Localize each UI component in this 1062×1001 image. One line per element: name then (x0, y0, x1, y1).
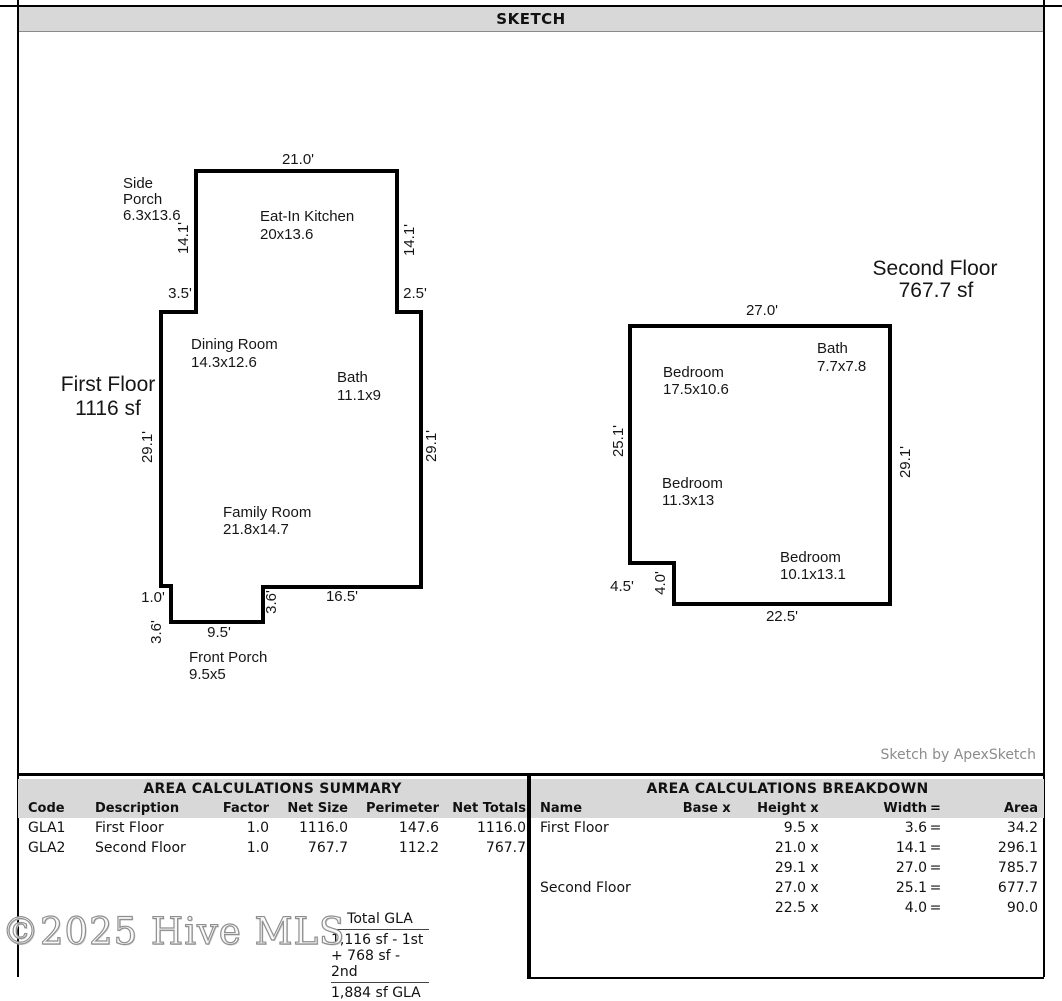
room-size-bath-1f: 11.1x9 (337, 387, 381, 404)
cell-net-totals: 1116.0 (477, 820, 526, 836)
dim-ff-top: 21.0' (281, 151, 315, 168)
room-label-front-porch: Front Porch (189, 649, 268, 666)
room-size-bedroom2: 11.3x13 (662, 492, 715, 509)
cell-height: 27.0 (774, 880, 806, 896)
room-label-kitchen: Eat-In Kitchen (260, 208, 355, 225)
cell-height: 21.0 (774, 840, 806, 856)
cell-x: x (810, 840, 819, 856)
cell-width: 27.0 (895, 860, 927, 876)
room-size-front-porch: 9.5x5 (189, 666, 226, 683)
col-eq: = (930, 801, 941, 816)
cell-area: 785.7 (997, 860, 1038, 876)
cell-name: Second Floor (540, 880, 631, 896)
dim-sf-bottom: 22.5' (765, 608, 799, 625)
cell-height: 9.5 (783, 820, 806, 836)
room-label-bedroom3: Bedroom (780, 549, 841, 566)
room-size-side-porch: 6.3x13.6 (123, 207, 181, 224)
dim-ff-bottom-right: 16.5' (325, 588, 359, 605)
room-label-side-porch: Side (123, 175, 154, 192)
dim-ff-step-right: 2.5' (403, 285, 427, 302)
cell-net-totals: 767.7 (485, 840, 526, 856)
col-height: Height (757, 801, 806, 816)
total-gla-total: 1,884 sf GLA (331, 985, 421, 1001)
col-base: Base (682, 801, 718, 816)
cell-x: x (810, 820, 819, 836)
cell-name (540, 858, 678, 878)
room-label-dining: Dining Room (191, 336, 278, 353)
col-x1: x (722, 801, 731, 816)
summary-title: AREA CALCULATIONS SUMMARY (18, 779, 527, 799)
dim-ff-side-left: 29.1' (139, 430, 156, 464)
dim-ff-kitchen-right: 14.1' (401, 223, 418, 257)
room-label-bath-2f: Bath (817, 340, 848, 357)
cell-code: GLA2 (28, 840, 66, 856)
cell-perimeter: 112.2 (398, 840, 439, 856)
cell-area: 90.0 (1006, 900, 1038, 916)
page-title: SKETCH (496, 10, 566, 28)
dim-sf-notch-h: 4.0' (652, 571, 669, 595)
room-size-bedroom3: 10.1x13.1 (780, 566, 846, 583)
dim-ff-porch-left: 3.6' (148, 620, 165, 644)
sketch-credit: Sketch by ApexSketch (880, 747, 1036, 763)
col-factor: Factor (222, 801, 269, 816)
cell-description: Second Floor (95, 840, 186, 856)
cell-width: 14.1 (895, 840, 927, 856)
cell-name: First Floor (540, 820, 609, 836)
mls-watermark: ©2025 Hive MLS (2, 910, 346, 953)
first-floor-title: First Floor (60, 373, 156, 396)
cell-eq: = (929, 840, 942, 856)
room-label-family: Family Room (223, 504, 312, 521)
cell-eq: = (929, 900, 942, 916)
second-floor-area: 767.7 sf (898, 279, 974, 302)
cell-eq: = (929, 820, 942, 836)
room-size-family: 21.8x14.7 (223, 521, 289, 538)
cell-factor: 1.0 (246, 820, 269, 836)
cell-net-size: 1116.0 (299, 820, 348, 836)
table-row (531, 858, 1044, 878)
cell-x: x (810, 900, 819, 916)
cell-area: 296.1 (997, 840, 1038, 856)
first-floor-area: 1116 sf (75, 397, 141, 420)
cell-height: 22.5 (774, 900, 806, 916)
total-gla-second: + 768 sf - 2nd (331, 948, 429, 983)
cell-name (540, 838, 678, 858)
col-width: Width (883, 801, 927, 816)
dim-ff-porch-bottom: 9.5' (207, 624, 231, 641)
cell-width: 3.6 (904, 820, 927, 836)
table-row (531, 838, 1044, 858)
col-area: Area (1003, 801, 1038, 816)
room-size-kitchen: 20x13.6 (260, 226, 314, 243)
cell-description: First Floor (95, 820, 164, 836)
col-x2: x (810, 801, 819, 816)
room-label-bedroom2: Bedroom (662, 475, 723, 492)
total-gla-block (331, 911, 429, 1001)
cell-area: 34.2 (1006, 820, 1038, 836)
dim-ff-side-right: 29.1' (423, 429, 440, 463)
total-gla-first: 1,116 sf - 1st (331, 932, 424, 948)
cell-area: 677.7 (997, 880, 1038, 896)
cell-x: x (810, 880, 819, 896)
dim-sf-notch-w: 4.5' (610, 578, 634, 595)
room-label-bath-1f: Bath (337, 369, 368, 386)
col-net-totals: Net Totals (452, 801, 526, 816)
cell-eq: = (929, 880, 942, 896)
table-row (531, 818, 1044, 838)
breakdown-title: AREA CALCULATIONS BREAKDOWN (531, 779, 1044, 799)
cell-net-size: 767.7 (307, 840, 348, 856)
total-gla-label: Total GLA (331, 911, 429, 930)
cell-eq: = (929, 860, 942, 876)
dim-ff-step-left: 3.5' (168, 285, 192, 302)
room-size-bath-2f: 7.7x7.8 (817, 358, 867, 375)
table-row (531, 898, 1044, 918)
cell-name (540, 898, 678, 918)
second-floor-title: Second Floor (872, 257, 998, 280)
breakdown-table (531, 779, 1044, 977)
col-code: Code (28, 801, 65, 816)
dim-ff-kitchen-left: 14.1' (175, 221, 192, 255)
cell-x: x (810, 860, 819, 876)
room-size-bedroom1: 17.5x10.6 (663, 381, 729, 398)
cell-code: GLA1 (28, 820, 66, 836)
dim-sf-top: 27.0' (745, 302, 779, 319)
dim-sf-left: 25.1' (610, 424, 627, 458)
room-label-side-porch: Porch (123, 191, 163, 208)
room-label-bedroom1: Bedroom (663, 364, 724, 381)
col-perimeter: Perimeter (365, 801, 439, 816)
dim-ff-porch-right: 3.6' (263, 590, 280, 614)
cell-width: 4.0 (904, 900, 927, 916)
cell-factor: 1.0 (246, 840, 269, 856)
col-net-size: Net Size (287, 801, 348, 816)
dim-ff-notch: 1.0' (141, 589, 165, 606)
table-row (18, 818, 527, 838)
section-bottom-rule (527, 977, 1044, 979)
breakdown-header-row (531, 799, 1044, 818)
cell-perimeter: 147.6 (398, 820, 439, 836)
cell-width: 25.1 (895, 880, 927, 896)
room-size-dining: 14.3x12.6 (191, 354, 257, 371)
table-row (531, 878, 1044, 898)
table-row (18, 838, 527, 858)
col-name: Name (540, 801, 583, 816)
summary-header-row (18, 799, 527, 818)
cell-height: 29.1 (774, 860, 806, 876)
dim-sf-right: 29.1' (897, 445, 914, 479)
col-description: Description (95, 801, 180, 816)
